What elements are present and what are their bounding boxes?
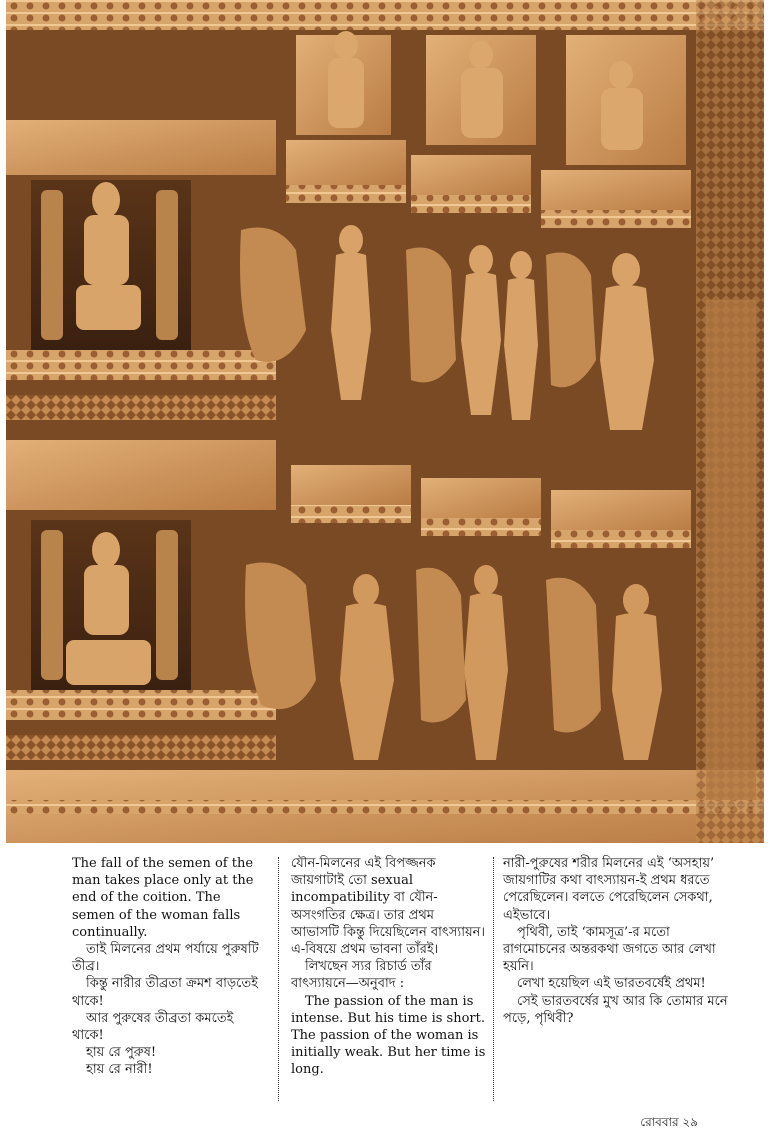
- paragraph: লেখা হয়েছিল এই ভারতবর্ষেই প্রথম!: [517, 976, 706, 992]
- paragraph: যৌন-মিলনের এই বিপজ্জনক জায়গাটাই তো sexual incompatibility বা যৌন-অসংগতির ক্ষেত্র। তার প্রথম আভাসটি কিন্তু দিয়েছিলেন বাৎস্যায়ন। এ-বিষয়ে প্রথম ভাবনা তাঁরই।: [291, 856, 486, 958]
- paragraph: হায় রে পুরুষ!: [86, 1045, 157, 1061]
- page-folio: রোববার ২৯: [640, 1115, 698, 1129]
- paragraph: তাই মিলনের প্রথম পর্যায়ে পুরুষটি তীব্র।: [72, 942, 259, 975]
- paragraph: আর পুরুষের তীব্রতা কমতেই থাকে!: [72, 1010, 234, 1044]
- paragraph: The passion of the man is intense. But his time is short. The passion of the woman is initially weak. But her time is long.: [291, 993, 486, 1078]
- paragraph: সেই ভারতবর্ষের মুখ আর কি তোমার মনে পড়ে, পৃথিবী?: [503, 993, 728, 1026]
- column-1: [72, 855, 267, 1079]
- paragraph: লিখছেন স্যর রিচার্ড তাঁর বাৎস্যায়নে—অনুবাদ :: [291, 959, 432, 992]
- column-divider: [278, 857, 279, 1101]
- article-body: [72, 855, 732, 1105]
- column-divider: [493, 857, 494, 1101]
- temple-relief-illustration: [6, 0, 764, 843]
- paragraph: কিন্তু নারীর তীব্রতা ক্রমশ বাড়তেই থাকে!: [72, 976, 258, 1009]
- paragraph: হায় রে নারী!: [86, 1062, 153, 1078]
- paragraph: নারী-পুরুষের শরীর মিলনের এই ‘অসহায়’ জায়গাটির কথা বাৎস্যায়ন-ই প্রথম ধরতে পেরেছিলেন। বলতে পেরেছিলেন সেকথা, এইভাবে।: [503, 856, 715, 923]
- column-2: [291, 855, 486, 1079]
- column-3: [503, 855, 731, 1027]
- paragraph: The fall of the semen of the man takes place only at the end of the coition. The semen of the woman falls continually.: [72, 856, 254, 940]
- paragraph: পৃথিবী, তাই ‘কামসূত্র’-র মতো রাগমোচনের অন্তরকথা জগতে আর লেখা হয়নি।: [503, 924, 716, 975]
- temple-relief-photo: [6, 0, 764, 843]
